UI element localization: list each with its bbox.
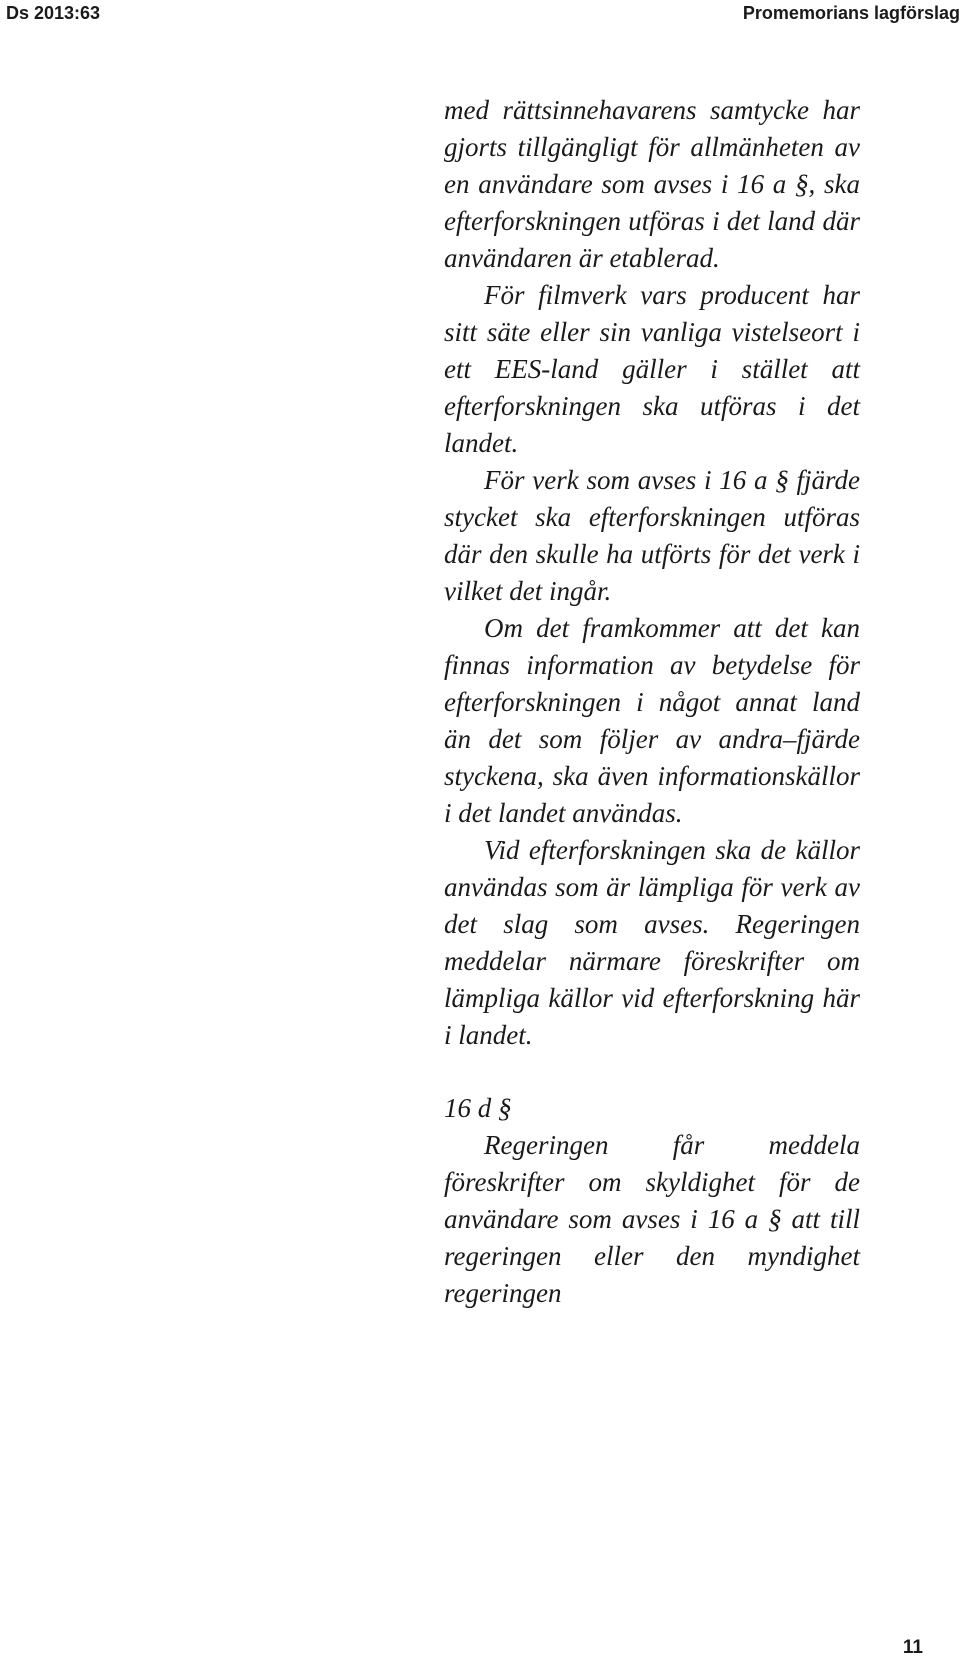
- document-id: Ds 2013:63: [6, 3, 101, 23]
- paragraph-kallor: Vid efterforskningen ska de källor användas som är lämpliga för verk av det slag som avses. Regeringen meddelar närmare föreskrifter om lämpliga källor vid efterforskning här i landet.: [444, 835, 860, 1050]
- law-text-column: [444, 92, 860, 1312]
- paragraph-continuation: med rättsinnehavarens samtycke har gjorts tillgängligt för allmänheten av en användare som avses i 16 a §, ska efterforskningen utföras i det land där användaren är etablerad.: [444, 95, 860, 273]
- section-heading: 16 d §: [444, 1093, 512, 1123]
- paragraph-filmverk: För filmverk vars producent har sitt säte eller sin vanliga vistelseort i ett EES-land gäller i stället att efterforskningen ska utföras i det landet.: [444, 280, 860, 458]
- section-paragraph: Regeringen får meddela föreskrifter om skyldighet för de användare som avses i 16 a § att till regeringen eller den myndighet regeringen: [444, 1130, 860, 1308]
- paragraph-annat-land: Om det framkommer att det kan finnas information av betydelse för efterforskningen i något annat land än det som följer av andra–fjärde styckena, ska även informationskällor i det landet användas.: [444, 613, 860, 828]
- paragraph-fjarde-stycket: För verk som avses i 16 a § fjärde stycket ska efterforskningen utföras där den skulle ha utförts för det verk i vilket det ingår.: [444, 465, 860, 606]
- running-header-title: Promemorians lagförslag: [742, 3, 960, 23]
- page-number: 11: [902, 1637, 923, 1658]
